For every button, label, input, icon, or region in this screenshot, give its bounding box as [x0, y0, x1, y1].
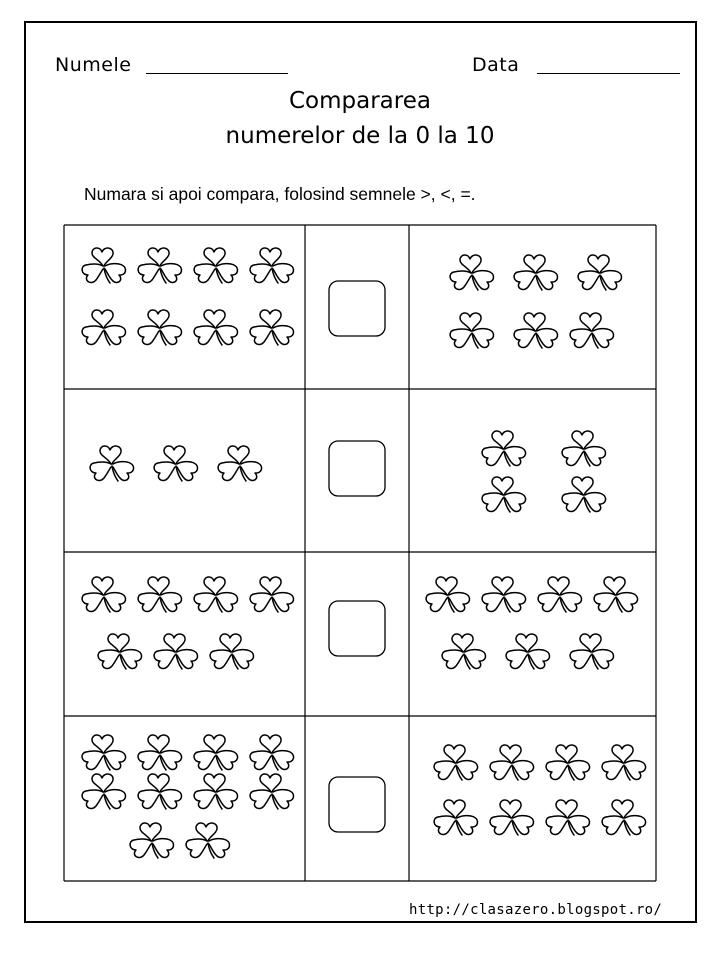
shamrock-icon — [154, 446, 197, 481]
shamrock-icon — [194, 577, 237, 612]
shamrock-icon — [506, 634, 549, 669]
shamrock-icon — [570, 313, 613, 348]
shamrock-icon — [82, 774, 125, 809]
answer-box[interactable] — [329, 777, 385, 832]
shamrock-icon — [442, 634, 485, 669]
shamrock-icon — [194, 248, 237, 283]
shamrock-icon — [194, 774, 237, 809]
name-label: Numele — [55, 54, 132, 76]
shamrock-icon — [218, 446, 261, 481]
shamrock-icon — [154, 634, 197, 669]
footer-url[interactable]: http://clasazero.blogspot.ro/ — [409, 902, 663, 918]
shamrock-icon — [514, 255, 557, 290]
shamrock-icon — [210, 634, 253, 669]
shamrock-icon — [138, 577, 181, 612]
shamrock-icon — [130, 823, 173, 858]
date-label: Data — [472, 54, 520, 76]
shamrock-icon — [138, 774, 181, 809]
shamrock-icon — [514, 313, 557, 348]
shamrock-icon — [546, 745, 589, 780]
answer-box[interactable] — [329, 281, 385, 336]
shamrock-icon — [250, 774, 293, 809]
shamrock-icon — [138, 735, 181, 770]
shamrock-icon — [562, 431, 605, 466]
shamrock-icon — [570, 634, 613, 669]
shamrock-icon — [602, 745, 645, 780]
shamrock-icon — [482, 577, 525, 612]
shamrock-icon — [482, 477, 525, 512]
shamrock-icon — [426, 577, 469, 612]
shamrock-icon — [194, 735, 237, 770]
shamrock-icon — [434, 745, 477, 780]
shamrock-icon — [562, 477, 605, 512]
shamrock-icon — [546, 800, 589, 835]
shamrock-icon — [250, 577, 293, 612]
shamrock-icon — [82, 310, 125, 345]
shamrock-icon — [98, 634, 141, 669]
shamrock-icon — [90, 446, 133, 481]
answer-box[interactable] — [329, 601, 385, 656]
answer-box[interactable] — [329, 441, 385, 496]
shamrock-icon — [250, 735, 293, 770]
shamrock-icon — [82, 735, 125, 770]
shamrock-icon — [602, 800, 645, 835]
shamrock-icon — [250, 310, 293, 345]
shamrock-icon — [250, 248, 293, 283]
shamrock-icon — [490, 745, 533, 780]
shamrock-icon — [538, 577, 581, 612]
shamrock-icon — [138, 248, 181, 283]
shamrock-icon — [138, 310, 181, 345]
shamrock-icon — [186, 823, 229, 858]
title-line-1: Compararea — [289, 88, 431, 114]
shamrock-icon — [434, 800, 477, 835]
shamrock-icon — [82, 248, 125, 283]
shamrock-icon — [490, 800, 533, 835]
shamrock-icon — [82, 577, 125, 612]
shamrock-icon — [578, 255, 621, 290]
shamrock-icon — [594, 577, 637, 612]
shamrock-icon — [482, 431, 525, 466]
instruction: Numara si apoi compara, folosind semnele >, <, =. — [84, 184, 476, 204]
title-line-2: numerelor de la 0 la 10 — [225, 123, 495, 149]
shamrock-icon — [450, 255, 493, 290]
shamrock-icon — [194, 310, 237, 345]
shamrock-icon — [450, 313, 493, 348]
